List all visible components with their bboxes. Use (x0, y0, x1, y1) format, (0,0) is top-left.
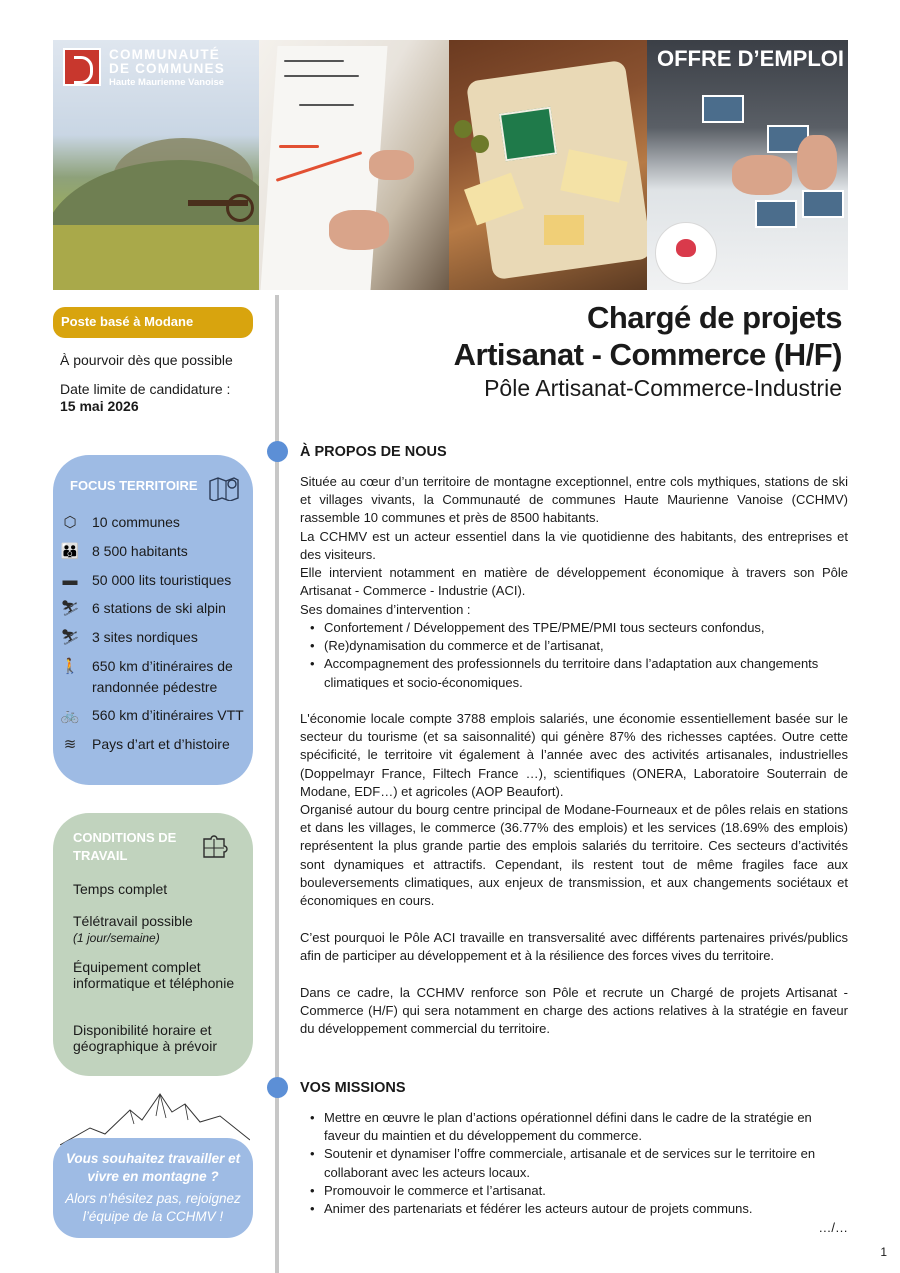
cchmv-logo (63, 48, 225, 88)
conditions-title: CONDITIONS DE TRAVAIL (73, 830, 177, 864)
conditions-card (53, 813, 253, 1076)
bed-icon: ▬ (62, 572, 78, 589)
continuation-mark: …/… (818, 1220, 848, 1235)
missions-list (300, 1109, 848, 1218)
cart-image (188, 192, 248, 222)
logo-icon (63, 48, 101, 86)
about-paragraph: Elle intervient notamment en matière de développement économique à travers son Pôle Artisanat - Commerce - Industrie (ACI). (300, 565, 848, 599)
focus-item (59, 541, 252, 563)
list-item: • Animer des partenariats et fédérer les acteurs autour de projets communs. (300, 1200, 848, 1218)
list-item: • Mettre en œuvre le plan d’actions opérationnel défini dans le cadre de la stratégie en faveur du maintien et du développement du commerce. (300, 1109, 848, 1145)
deadline-value: 15 mai 2026 (60, 398, 139, 414)
focus-item (59, 598, 252, 620)
focus-label: 560 km d’itinéraires VTT (92, 707, 244, 723)
focus-item (59, 627, 252, 649)
logo-line2: DE COMMUNES (109, 61, 225, 77)
condition-note: (1 jour/semaine) (73, 931, 160, 945)
deadline-label: Date limite de candidature : (60, 381, 231, 397)
focus-label: 6 stations de ski alpin (92, 600, 226, 616)
focus-label: 10 communes (92, 514, 180, 530)
focus-label: 3 sites nordiques (92, 629, 198, 645)
condition-item: Disponibilité horaire et géographique à prévoir (73, 1022, 217, 1054)
missions-heading: VOS MISSIONS (300, 1080, 406, 1096)
focus-item (59, 705, 252, 727)
condition-item: Temps complet (73, 881, 168, 897)
about-paragraph: L'économie locale compte 3788 emplois salariés, une économie essentiellement basée sur le secteur du tourisme (et sa saisonnalité) qui génère 87% des richesses captées. Outre cette spécificité, le territoire vit également à l’année avec des activités artisanales, industrielles (Doppelmayr France, Filtech France …), scientifiques (ONERA, Laboratoire Souterrain de Modane, EDF…) et agricoles (AOP Beaufort). (300, 711, 848, 799)
people-icon: 👪 (60, 543, 80, 560)
list-item: • Promouvoir le commerce et l’artisanat. (300, 1182, 848, 1200)
about-paragraph: Située au cœur d’un territoire de montagne exceptionnel, entre cols mythiques, stations de ski et villages vivants, la Communauté de communes Haute Maurienne Vanoise (CCHMV) rassemble 10 communes et près de 8500 habitants. (300, 474, 848, 526)
focus-item (59, 656, 252, 698)
timeline-dot (267, 441, 288, 462)
commune-icon: ⬡ (63, 514, 77, 531)
whiteboard-photo (259, 40, 449, 290)
about-paragraph: La CCHMV est un acteur essentiel dans la vie quotidienne des habitants, des entreprises et des visiteurs. (300, 529, 848, 563)
beaufort-tag-icon (499, 107, 557, 162)
bike-icon: 🚲 (60, 707, 80, 724)
focus-item (59, 570, 252, 592)
focus-title: FOCUS TERRITOIRE (70, 478, 198, 493)
puzzle-icon (201, 831, 231, 859)
location-badge: Poste basé à Modane (53, 307, 253, 338)
mountain-photo (53, 40, 259, 290)
logo-line1: COMMUNAUTÉ (109, 47, 220, 62)
list-item: • Accompagnement des professionnels du territoire dans l’adaptation aux changements climatiques et socio-économiques. (300, 655, 848, 691)
focus-item (59, 512, 252, 534)
about-paragraph: Organisé autour du bourg centre principal de Modane-Fourneaux et de pôles relais en stations et dans les villages, le commerce (36.77% des emplois) et les services (18.69% des emplois) représentent la plus grande partie des emplois salariés du territoire. Ces secteurs d’activités sont dynamiques et attractifs. Cependant, ils restent tout de même fragiles face aux bouleversements climatiques, aux enjeux de transmission, et aux changements sociétaux et économiques en cours. (300, 802, 848, 909)
map-icon (208, 475, 240, 501)
timeline-dot (267, 1077, 288, 1098)
offer-label: OFFRE D’EMPLOI (657, 46, 844, 71)
nordic-ski-icon: ⛷ (60, 629, 80, 646)
about-paragraph: C’est pourquoi le Pôle ACI travaille en transversalité avec différents partenaires privés/publics afin de participer au développement et à la résilience des forces vives du territoire. (300, 930, 848, 964)
hiker-icon: 🚶 (60, 658, 80, 675)
header-banner (53, 40, 848, 290)
alpine-ski-icon: ⛷ (60, 600, 80, 617)
cheese-photo (449, 40, 647, 290)
focus-label: 8 500 habitants (92, 543, 188, 559)
cta-card (53, 1138, 253, 1238)
cta-line2: Alors n’hésitez pas, rejoignez l’équipe de la CCHMV ! (65, 1191, 241, 1224)
condition-item: Équipement complet informatique et téléphonie (73, 959, 235, 991)
about-paragraph: Dans ce cadre, la CCHMV renforce son Pôle et recrute un Chargé de projets Artisanat - Commerce (H/F) qui sera notamment en charge des actions relatives à la stratégie en faveur du développement commercial du territoire. (300, 985, 848, 1037)
job-title-line2: Artisanat - Commerce (H/F) (453, 337, 842, 372)
heritage-icon: ≋ (63, 736, 77, 753)
focus-territoire-card (53, 455, 253, 785)
list-item: • Confortement / Développement des TPE/PME/PMI tous secteurs confondus, (300, 619, 848, 637)
amoureux-badge-icon (655, 222, 717, 284)
about-paragraph: Ses domaines d’intervention : (300, 602, 471, 617)
focus-label: Pays d’art et d’histoire (92, 736, 230, 752)
focus-item (59, 734, 252, 756)
job-title-line1: Chargé de projets (586, 300, 842, 335)
logo-line3: Haute Maurienne Vanoise (109, 77, 225, 89)
cta-line1: Vous souhaitez travailler et vivre en montagne ? (65, 1151, 241, 1184)
focus-label: 650 km d’itinéraires de randonnée pédestre (92, 658, 233, 695)
availability-text: À pourvoir dès que possible (60, 352, 233, 368)
list-item: • Soutenir et dynamiser l’offre commerciale, artisanale et de services sur le territoire en collaborant avec les acteurs locaux. (300, 1145, 848, 1181)
list-item: • (Re)dynamisation du commerce et de l’artisanat, (300, 637, 848, 655)
condition-item: Télétravail possible (73, 913, 193, 929)
focus-label: 50 000 lits touristiques (92, 572, 232, 588)
job-subtitle: Pôle Artisanat-Commerce-Industrie (484, 375, 842, 401)
map-table-photo (647, 40, 848, 290)
page-number: 1 (880, 1245, 887, 1259)
about-heading: À PROPOS DE NOUS (300, 444, 447, 460)
domains-list (300, 619, 848, 692)
